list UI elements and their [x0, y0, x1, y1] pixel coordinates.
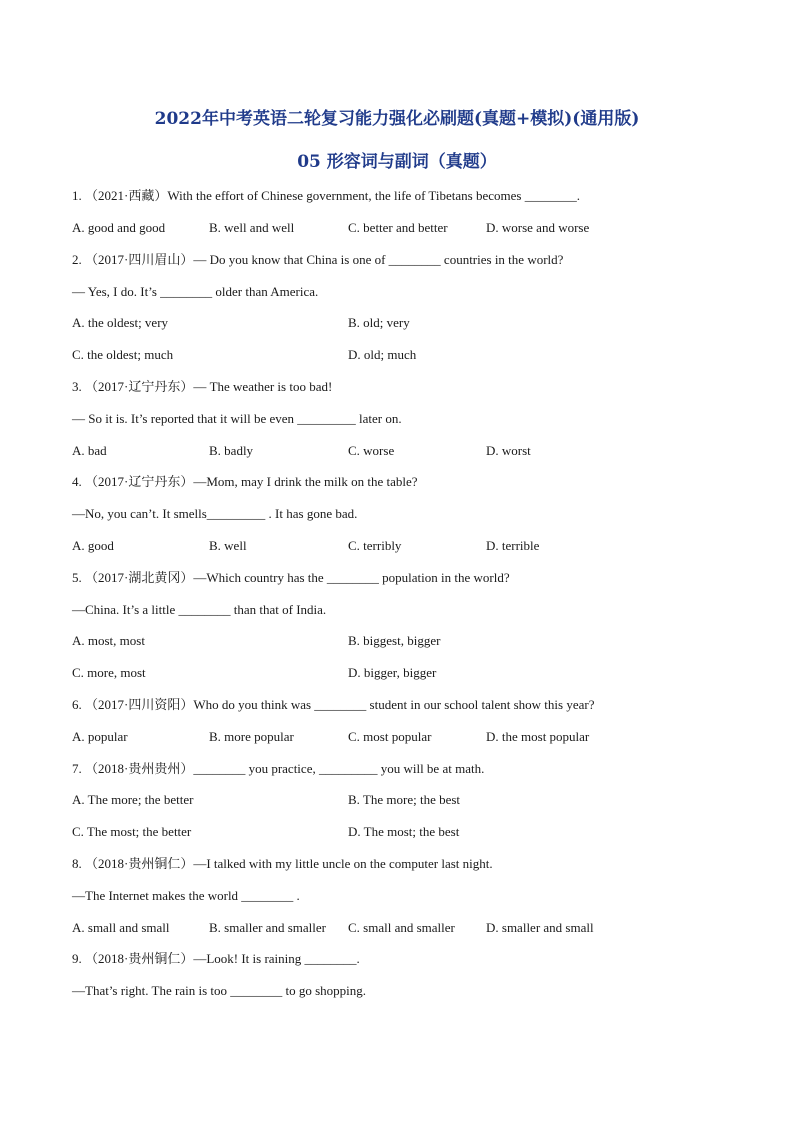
- question-3-option-c: C. worse: [348, 443, 395, 458]
- question-1-option-a: A. good and good: [72, 220, 166, 235]
- question-5-option-d: D. bigger, bigger: [348, 665, 437, 680]
- question-2-option-c: C. the oldest; much: [72, 347, 174, 362]
- question-1-option-b: B. well and well: [209, 220, 295, 235]
- question-2-stem: 2. （2017·四川眉山）— Do you know that China is one of ________ countries in the world?: [72, 252, 564, 267]
- question-3-stem: 3. （2017·辽宁丹东）— The weather is too bad!: [72, 379, 333, 394]
- question-3-stem-reply: — So it is. It’s reported that it will be even _________ later on.: [72, 411, 402, 426]
- question-4-option-d: D. terrible: [486, 538, 540, 553]
- question-4-option-b: B. well: [209, 538, 247, 553]
- question-8-stem: 8. （2018·贵州铜仁）—I talked with my little uncle on the computer last night.: [72, 856, 493, 871]
- question-8-option-c: C. small and smaller: [348, 920, 455, 935]
- question-3-option-b: B. badly: [209, 443, 254, 458]
- page-subtitle: 05 形容词与副词（真题）: [297, 152, 497, 172]
- question-2-option-d: D. old; much: [348, 347, 417, 362]
- question-2-stem-reply: — Yes, I do. It’s ________ older than America.: [72, 284, 319, 299]
- question-5-stem-reply: —China. It’s a little ________ than that of India.: [72, 602, 327, 617]
- question-7-stem: 7. （2018·贵州贵州）________ you practice, _________ you will be at math.: [72, 761, 485, 776]
- question-4-stem: 4. （2017·辽宁丹东）—Mom, may I drink the milk on the table?: [72, 474, 418, 489]
- question-3-option-a: A. bad: [72, 443, 107, 458]
- question-6-option-b: B. more popular: [209, 729, 294, 744]
- question-4-option-a: A. good: [72, 538, 114, 553]
- question-8-option-b: B. smaller and smaller: [209, 920, 326, 935]
- question-8-option-d: D. smaller and small: [486, 920, 594, 935]
- question-6-option-d: D. the most popular: [486, 729, 590, 744]
- question-5-option-b: B. biggest, bigger: [348, 633, 441, 648]
- question-7-option-c: C. The most; the better: [72, 824, 192, 839]
- question-8-option-a: A. small and small: [72, 920, 170, 935]
- question-5-stem: 5. （2017·湖北黄冈）—Which country has the ________ population in the world?: [72, 570, 510, 585]
- question-1-stem: 1. （2021·西藏）With the effort of Chinese government, the life of Tibetans becomes ________.: [72, 188, 580, 203]
- question-9-stem: 9. （2018·贵州铜仁）—Look! It is raining ________.: [72, 951, 360, 966]
- question-7-option-a: A. The more; the better: [72, 792, 194, 807]
- question-9-stem-reply: —That’s right. The rain is too ________ to go shopping.: [72, 983, 367, 998]
- question-8-stem-reply: —The Internet makes the world ________ .: [72, 888, 300, 903]
- question-6-option-a: A. popular: [72, 729, 128, 744]
- question-5-option-c: C. more, most: [72, 665, 146, 680]
- question-6-stem: 6. （2017·四川资阳）Who do you think was ________ student in our school talent show this year?: [72, 697, 595, 712]
- question-2-option-b: B. old; very: [348, 315, 410, 330]
- question-1-option-d: D. worse and worse: [486, 220, 590, 235]
- question-1-option-c: C. better and better: [348, 220, 448, 235]
- question-3-option-d: D. worst: [486, 443, 531, 458]
- question-6-option-c: C. most popular: [348, 729, 432, 744]
- question-4-stem-reply: —No, you can’t. It smells_________ . It has gone bad.: [72, 506, 358, 521]
- question-7-option-b: B. The more; the best: [348, 792, 461, 807]
- question-4-option-c: C. terribly: [348, 538, 402, 553]
- question-2-option-a: A. the oldest; very: [72, 315, 169, 330]
- question-7-option-d: D. The most; the best: [348, 824, 460, 839]
- question-5-option-a: A. most, most: [72, 633, 145, 648]
- page-title: 2022年中考英语二轮复习能力强化必刷题(真题+模拟)(通用版): [154, 109, 640, 129]
